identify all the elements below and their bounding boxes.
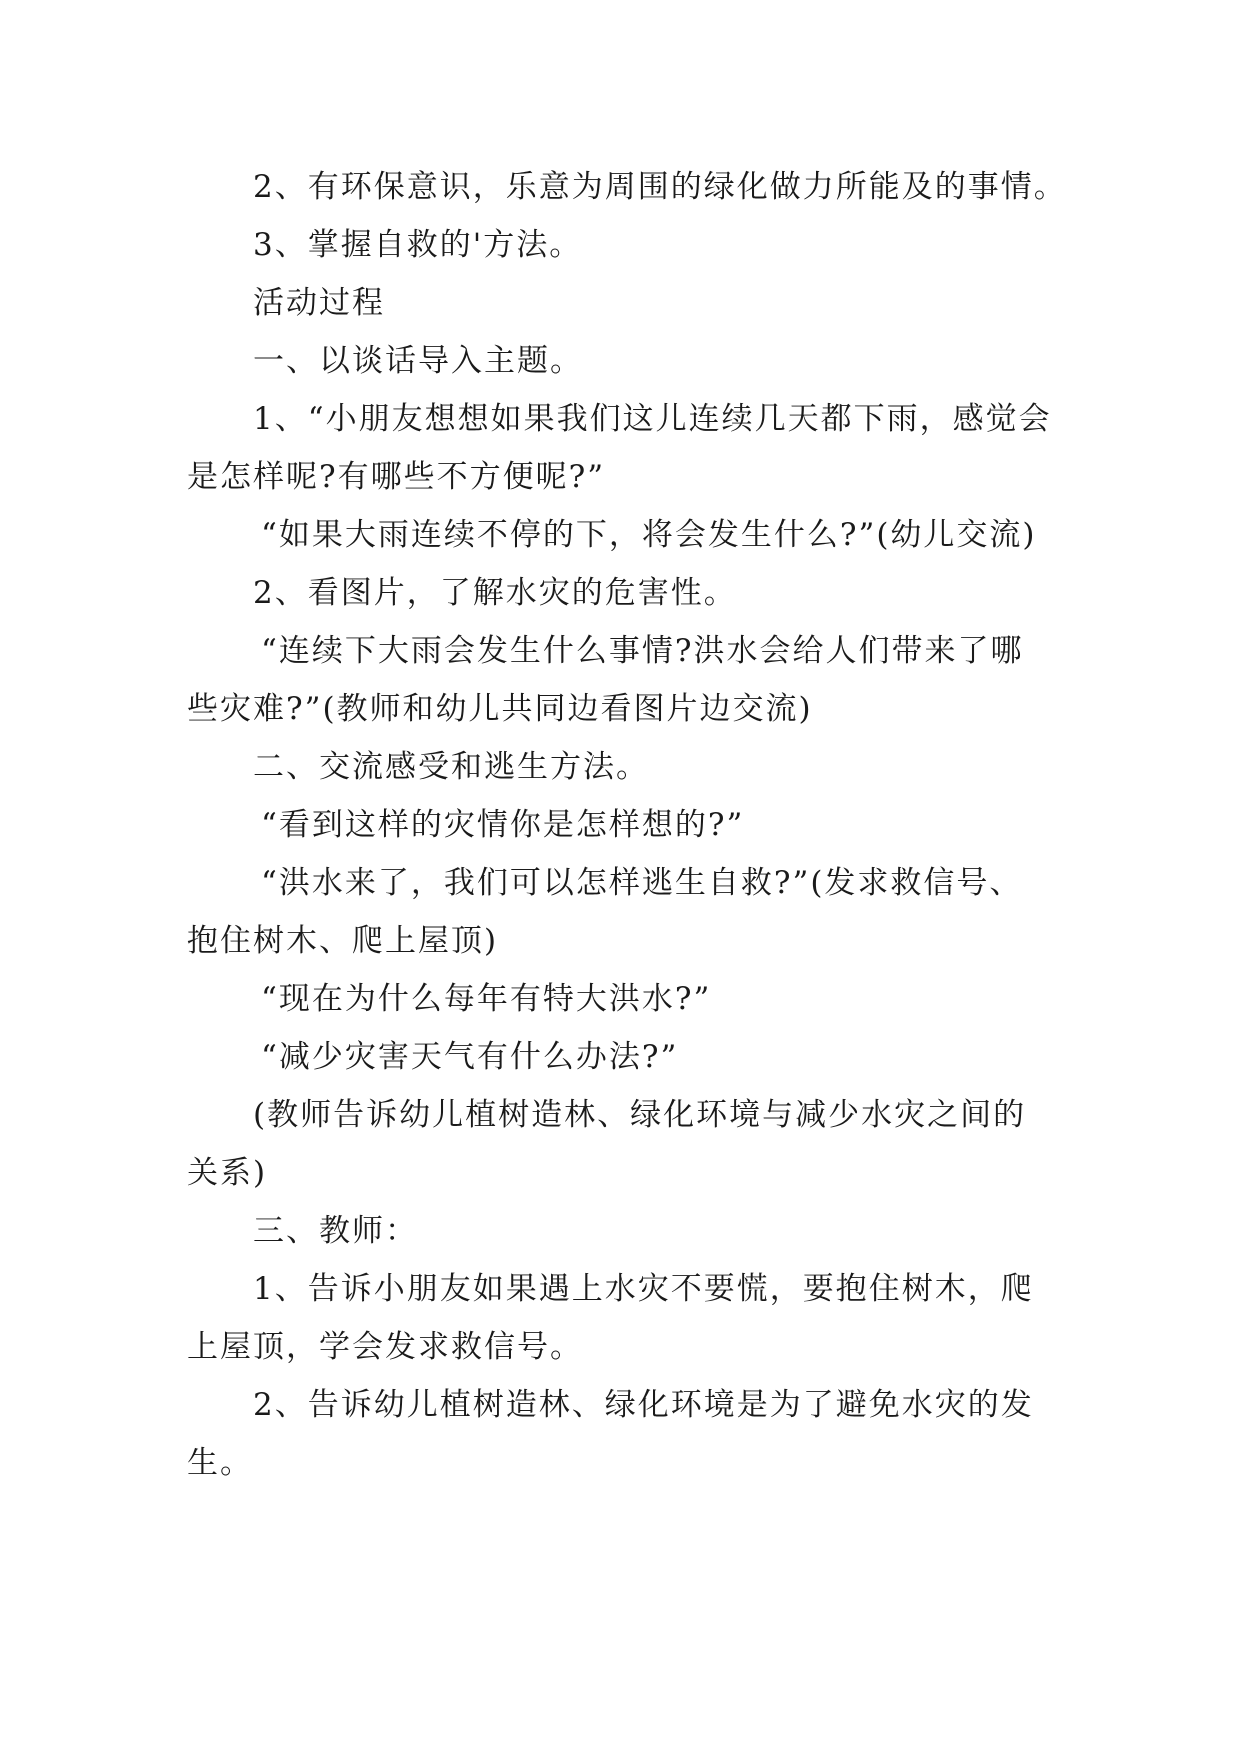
text-line: 生。 (187, 1445, 253, 1481)
section-heading: 一、以谈话导入主题。 (253, 343, 583, 379)
section-heading: 三、教师： (253, 1213, 418, 1249)
text-line: “减少灾害天气有什么办法?” (261, 1039, 679, 1075)
text-line: “看到这样的灾情你是怎样想的?” (261, 807, 745, 843)
text-line: 2、告诉幼儿植树造林、绿化环境是为了避免水灾的发 (253, 1387, 1034, 1423)
text-line: (教师告诉幼儿植树造林、绿化环境与减少水灾之间的 (253, 1097, 1027, 1133)
text-line: 上屋顶，学会发求救信号。 (187, 1329, 583, 1365)
text-line: 是怎样呢?有哪些不方便呢?” (187, 459, 606, 495)
section-heading: 二、交流感受和逃生方法。 (253, 749, 649, 785)
text-line: 1、“小朋友想想如果我们这儿连续几天都下雨，感觉会 (253, 401, 1052, 437)
text-line: 2、看图片，了解水灾的危害性。 (253, 575, 737, 611)
text-line: “洪水来了，我们可以怎样逃生自救?”(发求救信号、 (261, 865, 1023, 901)
text-line: “连续下大雨会发生什么事情?洪水会给人们带来了哪 (261, 633, 1024, 669)
text-line: 1、告诉小朋友如果遇上水灾不要慌，要抱住树木，爬 (253, 1271, 1034, 1307)
text-line: 2、有环保意识，乐意为周围的绿化做力所能及的事情。 (253, 169, 1067, 205)
text-line: 抱住树木、爬上屋顶) (187, 923, 499, 959)
text-line: 些灾难?”(教师和幼儿共同边看图片边交流) (187, 691, 813, 727)
text-line: “现在为什么每年有特大洪水?” (261, 981, 712, 1017)
section-heading: 活动过程 (253, 285, 385, 321)
text-line: “如果大雨连续不停的下，将会发生什么?”(幼儿交流) (261, 517, 1037, 553)
document-body (187, 158, 1067, 1492)
text-line: 3、掌握自救的'方法。 (253, 227, 583, 263)
text-line: 关系) (187, 1155, 268, 1191)
